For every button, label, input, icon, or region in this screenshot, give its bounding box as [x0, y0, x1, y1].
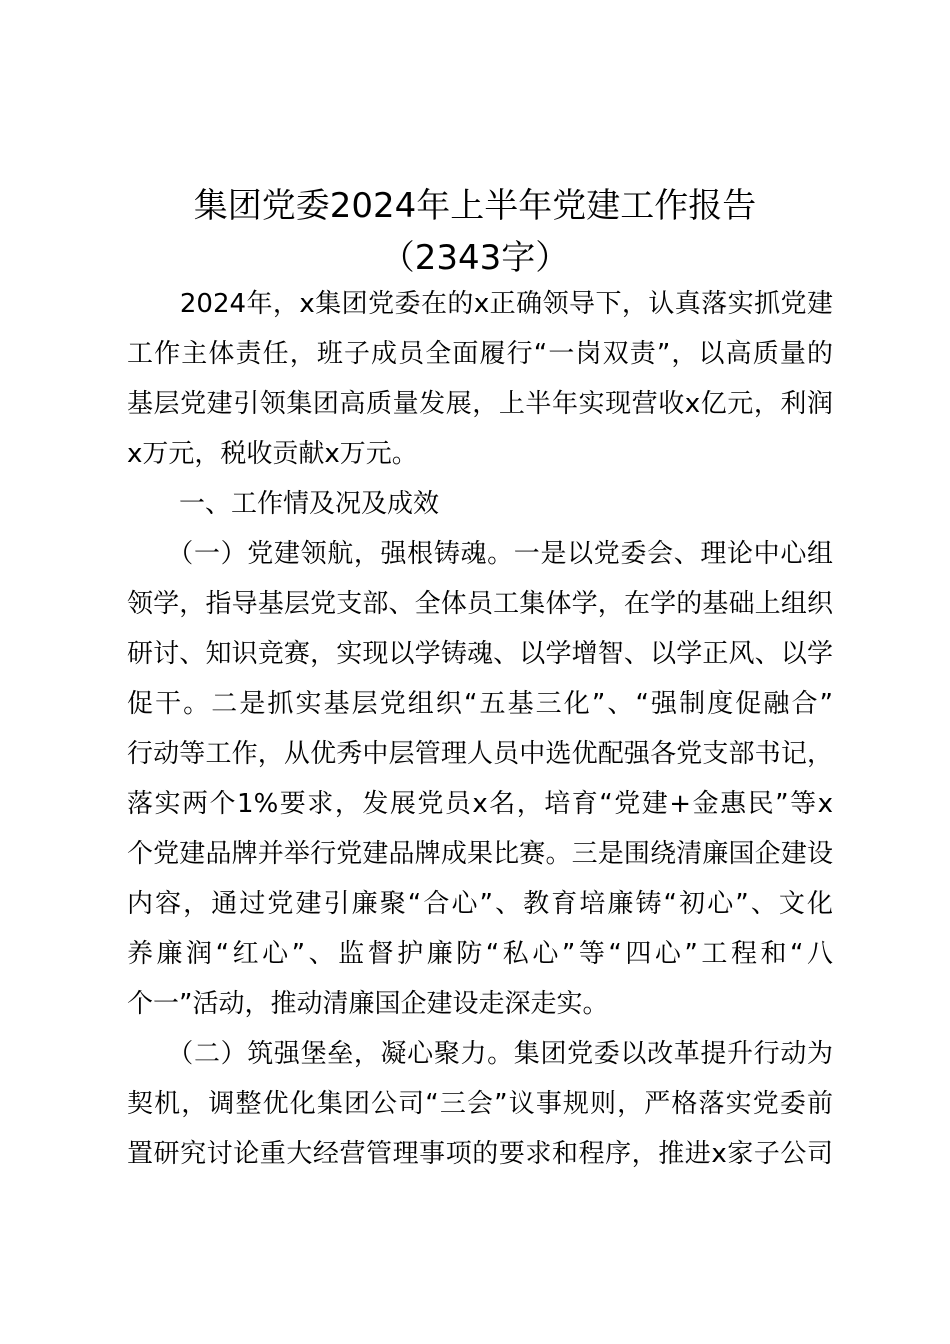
- body-line: （一）党建领航，强根铸魂。一是以党委会、理论中心组: [127, 539, 833, 569]
- body-line: 个党建品牌并举行党建品牌成果比赛。三是围绕清廉国企建设: [127, 839, 833, 869]
- body-line: 置研究讨论重大经营管理事项的要求和程序，推进x家子公司: [127, 1139, 833, 1169]
- body-line: 养廉润“红心”、监督护廉防“私心”等“四心”工程和“八: [127, 939, 833, 969]
- body-line: 契机，调整优化集团公司“三会”议事规则，严格落实党委前: [127, 1089, 833, 1119]
- body-line: （二）筑强堡垒，凝心聚力。集团党委以改革提升行动为: [127, 1039, 833, 1069]
- section-heading: [127, 479, 833, 529]
- paragraph-section-1: [127, 529, 833, 1029]
- paragraph-section-2: [127, 1029, 833, 1179]
- body-line: 2024年，x集团党委在的x正确领导下，认真落实抓党建: [127, 289, 833, 319]
- document-body: [127, 279, 833, 1179]
- body-line: 个一”活动，推动清廉国企建设走深走实。: [127, 989, 609, 1019]
- paragraph-intro: [127, 279, 833, 479]
- section-heading-text: 一、工作情及况及成效: [127, 489, 440, 519]
- document-title-wordcount: （2343字）: [380, 238, 570, 278]
- body-line: 领学，指导基层党支部、全体员工集体学，在学的基础上组织: [127, 589, 833, 619]
- body-line: x万元，税收贡献x万元。: [127, 439, 418, 469]
- body-line: 内容，通过党建引廉聚“合心”、教育培廉铸“初心”、文化: [127, 889, 833, 919]
- body-line: 落实两个1%要求，发展党员x名，培育“党建+金惠民”等x: [127, 789, 833, 819]
- body-line: 工作主体责任，班子成员全面履行“一岗双责”，以高质量的: [127, 339, 833, 369]
- body-line: 基层党建引领集团高质量发展，上半年实现营收x亿元，利润: [127, 389, 833, 419]
- body-line: 行动等工作，从优秀中层管理人员中选优配强各党支部书记，: [127, 739, 833, 769]
- document-title: 集团党委2024年上半年党建工作报告: [193, 186, 757, 226]
- body-line: 促干。二是抓实基层党组织“五基三化”、“强制度促融合”: [127, 689, 833, 719]
- body-line: 研讨、知识竞赛，实现以学铸魂、以学增智、以学正风、以学: [127, 639, 833, 669]
